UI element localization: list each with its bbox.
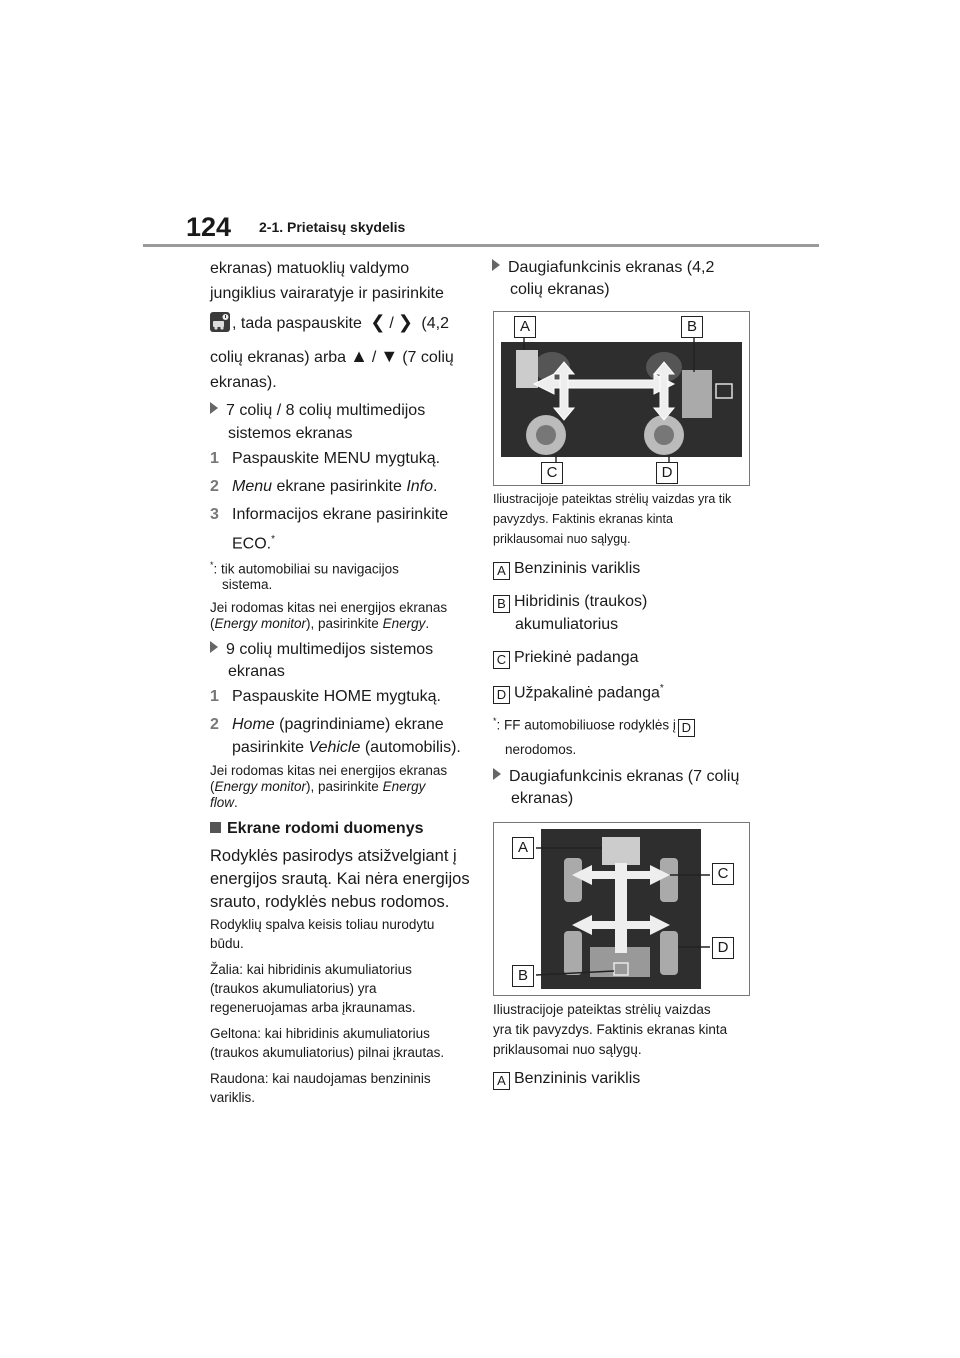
color-line-9: variklis. xyxy=(210,1090,256,1105)
slash: / xyxy=(389,315,394,332)
step-3: 3 Informacijos ekrane pasirinkite xyxy=(210,506,449,523)
label-a: A xyxy=(514,316,536,338)
step-1b: 1 Paspauskite HOME mygtuką. xyxy=(210,688,441,705)
intro-line-4 xyxy=(210,344,454,370)
label-b: B xyxy=(681,316,703,338)
heading: Ekrane rodomi duomenys xyxy=(210,817,424,841)
intro-text-3c: (4,2 xyxy=(421,315,449,332)
chevron-left-icon: ❮ xyxy=(370,312,386,332)
subsection-title-1: 7 colių / 8 colių multimedijos xyxy=(210,399,425,423)
chevron-down-icon: ▼ xyxy=(380,346,399,366)
body-line-3: srauto, rodyklės nebus rodomos. xyxy=(210,893,450,911)
section-title: 2-1. Prietaisų skydelis xyxy=(259,219,406,235)
triangle-bullet-icon xyxy=(210,641,218,653)
step-1: 1 Paspauskite MENU mygtuką. xyxy=(210,450,441,467)
intro-text-4: colių ekranas) arba xyxy=(210,349,347,366)
color-line-6: Geltona: kai hibridinis akumuliatorius xyxy=(210,1026,430,1041)
color-line-4: (traukos akumuliatorius) yra xyxy=(210,981,377,996)
footnote-2: sistema. xyxy=(222,577,273,592)
intro-line-3 xyxy=(210,310,449,336)
color-line-1: Rodyklių spalva keisis toliau nurodytu xyxy=(210,917,435,932)
note-2c: flow. xyxy=(210,795,238,810)
intro-line-5: ekranas). xyxy=(210,374,277,391)
intro-text-4c: (7 colių xyxy=(402,349,454,366)
header-rule xyxy=(143,244,819,247)
footnote-right-2: nerodomos. xyxy=(505,742,577,757)
color-line-5: regeneruojamas arba įkraunamas. xyxy=(210,1000,416,1015)
caption-1: Iliustracijoje pateiktas strėlių vaizdas yra tik xyxy=(493,492,732,506)
footnote: *: tik automobiliai su navigacijos xyxy=(210,560,399,577)
footnote-right: *: FF automobiliuose rodyklės į D xyxy=(493,712,699,737)
chevron-up-icon: ▲ xyxy=(350,346,368,366)
mf1-title: Daugiafunkcinis ekranas (4,2 xyxy=(492,256,714,280)
step-2b: 2 Home (pagrindiniame) ekrane xyxy=(210,716,444,733)
note-2: Jei rodomas kitas nei energijos ekranas xyxy=(210,763,448,778)
label-a-2: A xyxy=(512,837,534,859)
step-2b-line2: pasirinkite Vehicle (automobilis). xyxy=(232,739,461,756)
subsection-title-2b: ekranas xyxy=(228,663,285,680)
subsection-title-1b: sistemos ekranas xyxy=(228,425,353,442)
mf2-title-2: ekranas) xyxy=(511,790,574,807)
color-line-8: Raudona: kai naudojamas benzininis xyxy=(210,1071,431,1086)
mf1-title-2: colių ekranas) xyxy=(510,281,610,298)
label-b-2: B xyxy=(512,965,534,987)
car-info-icon xyxy=(210,312,230,332)
body-line-2: energijos srautą. Kai nėra energijos xyxy=(210,870,470,888)
page-number: 124 xyxy=(186,212,232,242)
mf2-title: Daugiafunkcinis ekranas (7 colių xyxy=(493,765,739,789)
square-bullet-icon xyxy=(210,822,221,833)
note-2b: (Energy monitor), pasirinkite Energy xyxy=(210,779,426,794)
legend-b: B Hibridinis (traukos) xyxy=(493,590,647,614)
slash: / xyxy=(371,349,377,366)
intro-line-2: jungiklius vairaratyje ir pasirinkite xyxy=(210,285,444,302)
label-c: C xyxy=(541,462,563,484)
intro-line-1: ekranas) matuoklių valdymo xyxy=(210,260,410,277)
step-3b: ECO.* xyxy=(232,534,276,553)
color-line-7: (traukos akumuliatorius) pilnai įkrautas. xyxy=(210,1045,445,1060)
caption-2: Iliustracijoje pateiktas strėlių vaizdas xyxy=(493,1002,711,1017)
triangle-bullet-icon xyxy=(493,768,501,780)
energy-diagram-4-2 xyxy=(493,311,750,486)
legend-a-2: A Benzininis variklis xyxy=(493,1067,640,1091)
label-d: D xyxy=(656,462,678,484)
caption-2c: priklausomai nuo sąlygų. xyxy=(493,1042,642,1057)
legend-c: C Priekinė padanga xyxy=(493,646,639,670)
legend-a: A Benzininis variklis xyxy=(493,557,640,581)
caption-1b: pavyzdys. Faktinis ekranas kinta xyxy=(493,512,673,526)
label-c-2: C xyxy=(712,863,734,885)
note-1: Jei rodomas kitas nei energijos ekranas xyxy=(210,600,448,615)
chevron-right-icon: ❯ xyxy=(397,312,413,332)
triangle-bullet-icon xyxy=(492,259,500,271)
note-1b: (Energy monitor), pasirinkite Energy. xyxy=(210,616,430,631)
step-2: 2 Menu ekrane pasirinkite Info. xyxy=(210,478,438,495)
body-line-1: Rodyklės pasirodys atsižvelgiant į xyxy=(210,847,457,865)
triangle-bullet-icon xyxy=(210,402,218,414)
subsection-title-2: 9 colių multimedijos sistemos xyxy=(210,638,433,662)
legend-d: D Užpakalinė padanga* xyxy=(493,677,664,705)
caption-2b: yra tik pavyzdys. Faktinis ekranas kinta xyxy=(493,1022,728,1037)
energy-diagram-7 xyxy=(493,822,750,996)
intro-text-3: , tada paspauskite xyxy=(232,315,362,332)
color-line-3: Žalia: kai hibridinis akumuliatorius xyxy=(210,962,412,977)
color-line-2: būdu. xyxy=(210,936,244,951)
label-d-2: D xyxy=(712,937,734,959)
legend-b-2: akumuliatorius xyxy=(515,616,619,633)
caption-1c: priklausomai nuo sąlygų. xyxy=(493,532,631,546)
